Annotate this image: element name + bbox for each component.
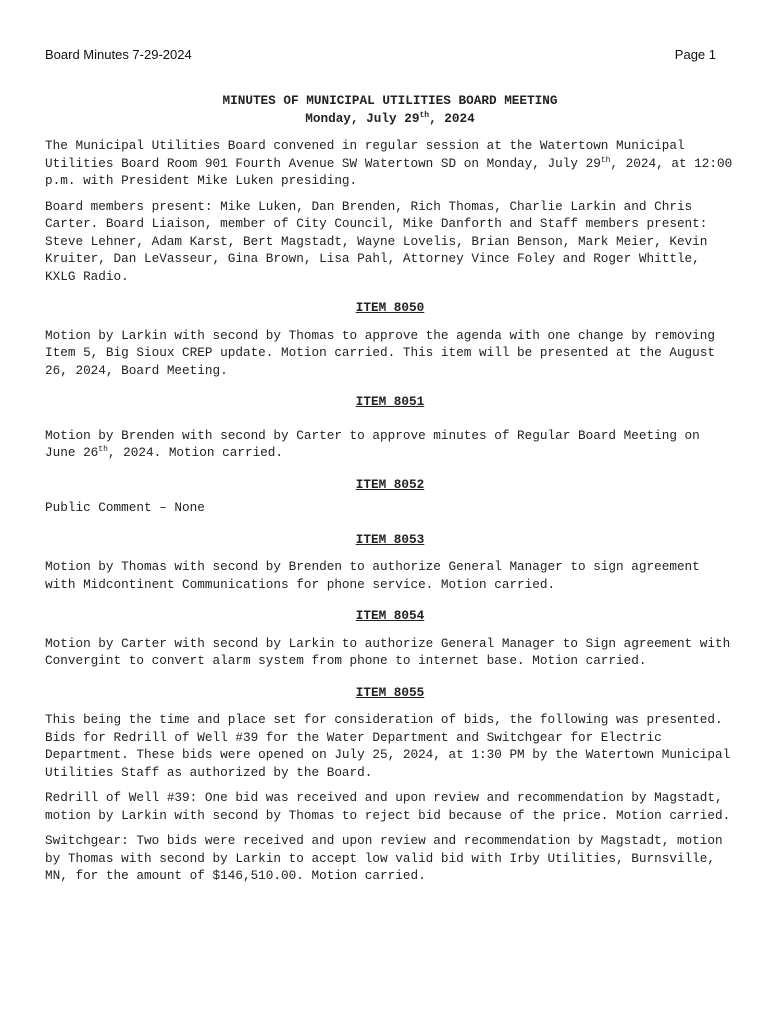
document-body xyxy=(45,92,735,893)
item-8052-heading: ITEM 8052 xyxy=(355,476,425,492)
date-text: Monday, July 29 xyxy=(305,110,420,126)
item-8051-suffix: th xyxy=(98,444,108,454)
date-suffix: th xyxy=(419,110,430,120)
item-8055-text-3: Switchgear: Two bids were received and upon review and recommendation by Magstadt, motion by Thomas with second by Larkin to accept low valid bid with Irby Utilities, Burnsville, MN, for the amount of $146,510.00. Motion carried. xyxy=(45,833,723,883)
item-8050-text: Motion by Larkin with second by Thomas to approve the agenda with one change by removing Item 5, Big Sioux CREP update. Motion carried. This item will be presented at the August 26, 2024, Board Meeting. xyxy=(45,327,716,378)
item-8055-text-2: Redrill of Well #39: One bid was received and upon review and recommendation by Magstadt, motion by Larkin with second by Thomas to reject bid because of the price. Motion carried. xyxy=(45,790,731,823)
page-number: Page 1 xyxy=(674,47,716,62)
item-8051-tail: , 2024. Motion carried. xyxy=(107,445,284,460)
intro-paragraph xyxy=(45,137,735,190)
item-8052-text: Public Comment – None xyxy=(45,500,205,515)
item-8055-text-1: This being the time and place set for consideration of bids, the following was presented. Bids for Redrill of Well #39 for the Water Department and Switchgear for Electric Department. These bids were opened on July 25, 2024, at 1:30 PM by the Watertown Municipal Utilities Staff as authorized by the Board. xyxy=(45,712,731,780)
intro-suffix: th xyxy=(600,155,611,165)
date-year: , 2024 xyxy=(429,110,475,126)
item-8054-text: Motion by Carter with second by Larkin to authorize General Manager to Sign agreement with Convergint to convert alarm system from phone to internet base. Motion carried. xyxy=(45,635,731,668)
item-8051-text xyxy=(45,427,735,462)
item-8055-heading: ITEM 8055 xyxy=(355,684,425,700)
item-8053-heading: ITEM 8053 xyxy=(355,531,425,547)
item-8054-heading: ITEM 8054 xyxy=(355,608,425,623)
document-title: MINUTES OF MUNICIPAL UTILITIES BOARD MEETING xyxy=(222,93,558,108)
intro-tail: , 2024, at 12:00 p.m. with President Mike Luken presiding. xyxy=(45,155,733,188)
members-paragraph: Board members present: Mike Luken, Dan Brenden, Rich Thomas, Charlie Larkin and Chris Carter. Board Liaison, member of City Council, Mike Danforth and Staff members present: Steve Lehner, Adam Karst, Bert Magstadt, Wayne Lovelis, Brian Benson, Mark Meier, Kevin Kruiter, Dan LeVasseur, Gina Brown, Lisa Pahl, Attorney Vince Foley and Roger Whittle, KXLG Radio. xyxy=(45,198,708,284)
item-8053-text: Motion by Thomas with second by Brenden to authorize General Manager to sign agreement with Midcontinent Communications for phone service. Motion carried. xyxy=(45,559,700,592)
header-left: Board Minutes 7-29-2024 xyxy=(45,47,192,62)
item-8051-heading: ITEM 8051 xyxy=(355,394,425,409)
document-date xyxy=(45,110,735,128)
intro-text: The Municipal Utilities Board convened in regular session at the Watertown Municipal Utilities Board Room 901 Fourth Avenue SW Watertown SD on Monday, July 29 xyxy=(45,138,685,171)
item-8051-body: Motion by Brenden with second by Carter to approve minutes of Regular Board Meeting on June 26 xyxy=(45,427,700,460)
item-8050-heading: ITEM 8050 xyxy=(355,300,425,315)
